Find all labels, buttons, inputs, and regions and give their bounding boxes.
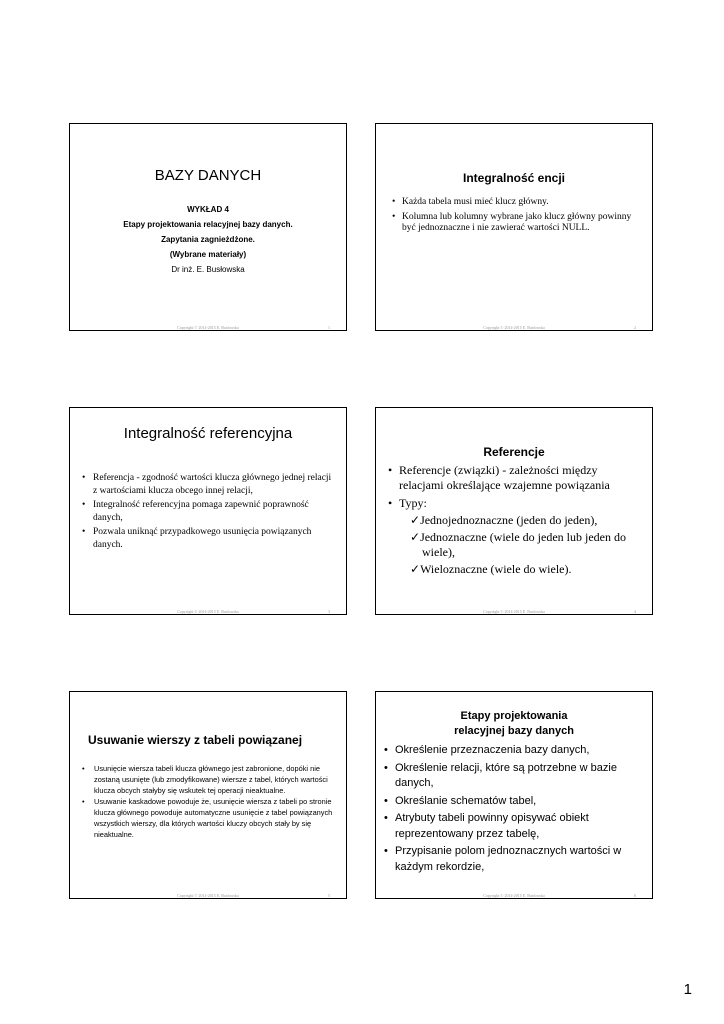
copyright: Copyright © 2014-2015 E. Busłowska: [483, 609, 545, 614]
sub-list-item: [388, 562, 642, 577]
item-text: Wieloznaczne (wiele do wiele).: [420, 562, 572, 576]
list-item: [82, 797, 334, 840]
slide-4: [375, 407, 653, 615]
list-item: [392, 212, 636, 235]
list-item: [82, 764, 334, 796]
slide-6: [375, 691, 653, 899]
sub-list-item: [388, 530, 642, 560]
item-text: Określenie przeznaczenia bazy danych,: [395, 744, 590, 756]
item-text: Integralność referencyjna pomaga zapewnić poprawność danych,: [93, 500, 309, 523]
sub-list-item: [388, 513, 642, 528]
subtitle-line: Etapy projektowania relacyjnej bazy danych.: [123, 220, 293, 229]
item-text: Usuwanie kaskadowe powoduje że, usunięcie wiersza z tabeli po stronie klucza głównego powoduje automatyczne usunięcie z tabel powiązanych wszystkich wierszy, dla których wartości kluczy obcych stały by się nieaktualne.: [94, 797, 333, 839]
slide-number: 1: [328, 325, 330, 330]
bullet-glyph: •: [384, 812, 388, 824]
author: Dr inż. E. Busłowska: [171, 265, 245, 274]
copyright: Copyright © 2014-2015 E. Busłowska: [177, 893, 239, 898]
list-item: [392, 197, 636, 209]
item-text: Każda tabela musi mieć klucz główny.: [402, 197, 549, 207]
bullet-glyph: •: [392, 211, 396, 222]
bullet-glyph: •: [82, 500, 86, 510]
item-text: Jednoznaczne (wiele do jeden lub jeden do wiele),: [420, 530, 626, 559]
bullet-glyph: •: [384, 761, 388, 774]
slide-3: [69, 407, 347, 615]
slide-number: 4: [634, 609, 636, 614]
bullet-list: [82, 472, 332, 552]
bullet-list: [384, 743, 642, 875]
list-item: [384, 844, 642, 875]
item-text: Pozwala uniknąć przypadkowego usunięcia powiązanych danych.: [93, 527, 312, 550]
item-text: Atrybuty tabeli powinny opisywać obiekt reprezentowany przez tabelę,: [395, 812, 589, 840]
title-line: relacyjnej bazy danych: [454, 725, 574, 737]
title-line: Etapy projektowania: [460, 710, 568, 722]
page-number: 1: [683, 981, 692, 998]
list-item: [82, 526, 332, 552]
item-text: Usunięcie wiersza tabeli klucza głównego jest zabronione, dopóki nie zostaną usunięte (lub zmodyfikowane) wiersze z tabel, których wartości klucza obcych stałyby się wskutek tej operacji nieaktualne.: [94, 764, 328, 795]
slide-title: BAZY DANYCH: [154, 167, 262, 184]
slide-title: Integralność referencyjna: [123, 425, 293, 442]
slide-number: 6: [634, 893, 636, 898]
item-text: Kolumna lub kolumny wybrane jako klucz główny powinny być jednoznaczne i nie zawierać wartości NULL.: [402, 211, 632, 233]
list-item: [384, 794, 642, 810]
list-item: [82, 499, 332, 525]
slide-number: 5: [328, 893, 330, 898]
slide-subtitle: [70, 202, 346, 277]
slide-5: [69, 691, 347, 899]
bullet-glyph: •: [82, 797, 85, 807]
slide-number: 2: [634, 325, 636, 330]
bullet-glyph: •: [388, 496, 393, 510]
check-icon: ✓: [410, 530, 421, 544]
item-text: Określanie schematów tabel,: [395, 794, 537, 807]
bullet-glyph: •: [388, 463, 393, 477]
check-icon: ✓: [410, 513, 421, 527]
slide-title: Integralność encji: [462, 171, 566, 185]
item-text: Typy:: [399, 496, 427, 510]
copyright: Copyright © 2014-2015 E. Busłowska: [177, 325, 239, 330]
bullet-glyph: •: [392, 197, 396, 207]
subtitle-line: (Wybrane materiały): [169, 250, 247, 259]
bullet-glyph: •: [82, 764, 85, 773]
list-item: [384, 743, 642, 759]
list-item: [82, 472, 332, 498]
bullet-glyph: •: [82, 473, 86, 483]
bullet-glyph: •: [384, 845, 388, 857]
item-text: Referencja - zgodność wartości klucza głównego jednej relacji z wartościami klucza obcego innej relacji,: [93, 473, 332, 496]
bullet-glyph: •: [384, 744, 388, 756]
bullet-glyph: •: [384, 794, 388, 807]
bullet-list: [388, 463, 642, 577]
bullet-list: [392, 197, 636, 235]
item-text: Określenie relacji, które są potrzebne w bazie danych,: [395, 761, 617, 789]
slide-title: [376, 709, 652, 739]
list-item: [388, 463, 642, 493]
copyright: Copyright © 2014-2015 E. Busłowska: [177, 609, 239, 614]
slide-2: [375, 123, 653, 331]
slide-number: 3: [328, 609, 330, 614]
subtitle-line: Zapytania zagnieżdżone.: [161, 235, 255, 244]
item-text: Przypisanie polom jednoznacznych wartości w każdym rekordzie,: [395, 845, 622, 873]
list-item: [388, 496, 642, 511]
slide-1: [69, 123, 347, 331]
bullet-list: [82, 764, 334, 841]
bullet-glyph: •: [82, 527, 86, 537]
copyright: Copyright © 2014-2015 E. Busłowska: [483, 325, 545, 330]
copyright: Copyright © 2014-2015 E. Busłowska: [483, 893, 545, 898]
item-text: Jednojednoznaczne (jeden do jeden),: [420, 513, 598, 527]
check-icon: ✓: [410, 562, 421, 576]
item-text: Referencje (związki) - zależności między relacjami określające wzajemne powiązania: [399, 463, 610, 492]
slide-title: Referencje: [483, 445, 545, 459]
slide-title: Usuwanie wierszy z tabeli powiązanej: [88, 733, 303, 747]
list-item: [384, 811, 642, 842]
lecture-label: WYKŁAD 4: [187, 205, 229, 214]
list-item: [384, 761, 642, 792]
